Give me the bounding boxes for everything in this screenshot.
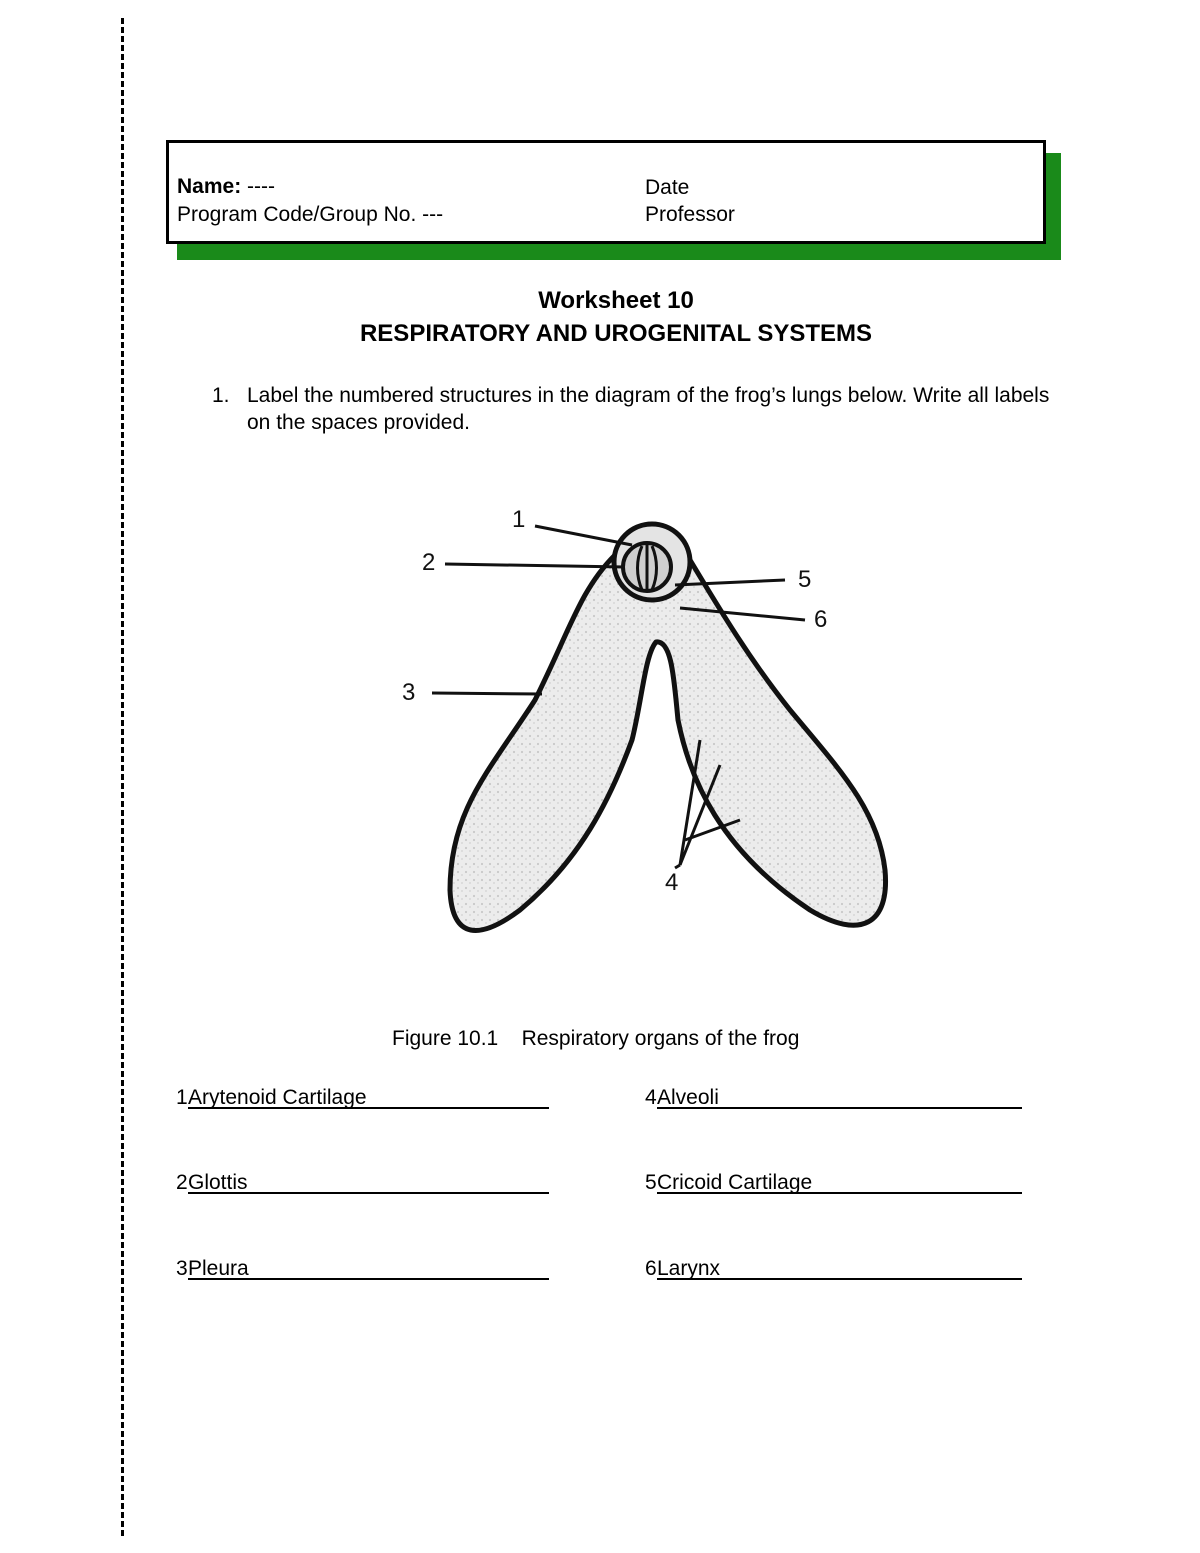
figure-caption: Figure 10.1 Respiratory organs of the frog: [392, 1027, 800, 1050]
answer-5: [645, 1170, 813, 1196]
answer-number: 2: [176, 1171, 188, 1194]
callout-4: 4: [665, 869, 679, 896]
answer-label: Cricoid Cartilage: [657, 1170, 1022, 1194]
name-field: [177, 175, 275, 199]
answer-4: [645, 1085, 719, 1111]
answer-3: [176, 1256, 249, 1282]
larynx-ring: [614, 524, 690, 600]
program-field: [177, 203, 443, 227]
program-label: Program Code/Group No.: [177, 203, 417, 226]
answer-2: [176, 1170, 248, 1196]
name-label: Name:: [177, 175, 242, 198]
professor-label: Professor: [645, 203, 735, 226]
answer-number: 5: [645, 1171, 657, 1194]
answer-label: Larynx: [657, 1256, 1022, 1280]
worksheet-subject: RESPIRATORY AND UROGENITAL SYSTEMS: [359, 320, 873, 347]
callout-1: 1: [512, 506, 526, 533]
worksheet-title: Worksheet 10: [538, 287, 694, 314]
answer-number: 4: [645, 1086, 657, 1109]
answer-label: Alveoli: [657, 1085, 1022, 1109]
answer-number: 3: [176, 1257, 188, 1280]
callout-3: 3: [402, 679, 416, 706]
frog-lungs-diagram: [280, 470, 960, 990]
answer-label: Glottis: [188, 1170, 549, 1194]
answer-number: 1: [176, 1086, 188, 1109]
callout-2: 2: [422, 549, 436, 576]
answer-number: 6: [645, 1257, 657, 1280]
callout-5: 5: [798, 566, 812, 593]
question-number: 1.: [212, 384, 230, 407]
answer-label: Pleura: [188, 1256, 549, 1280]
answer-6: [645, 1256, 721, 1282]
header-box: [166, 140, 1046, 244]
question-text: Label the numbered structures in the diagram of the frog’s lungs below. Write all labels on the spaces provided.: [247, 384, 1050, 434]
answer-label: Arytenoid Cartilage: [188, 1085, 549, 1109]
date-label: Date: [645, 176, 690, 199]
name-value: ----: [247, 175, 276, 198]
program-value: ---: [422, 203, 444, 226]
binding-margin-line: [121, 18, 124, 1536]
answer-1: [176, 1085, 367, 1111]
callout-6: 6: [814, 606, 828, 633]
